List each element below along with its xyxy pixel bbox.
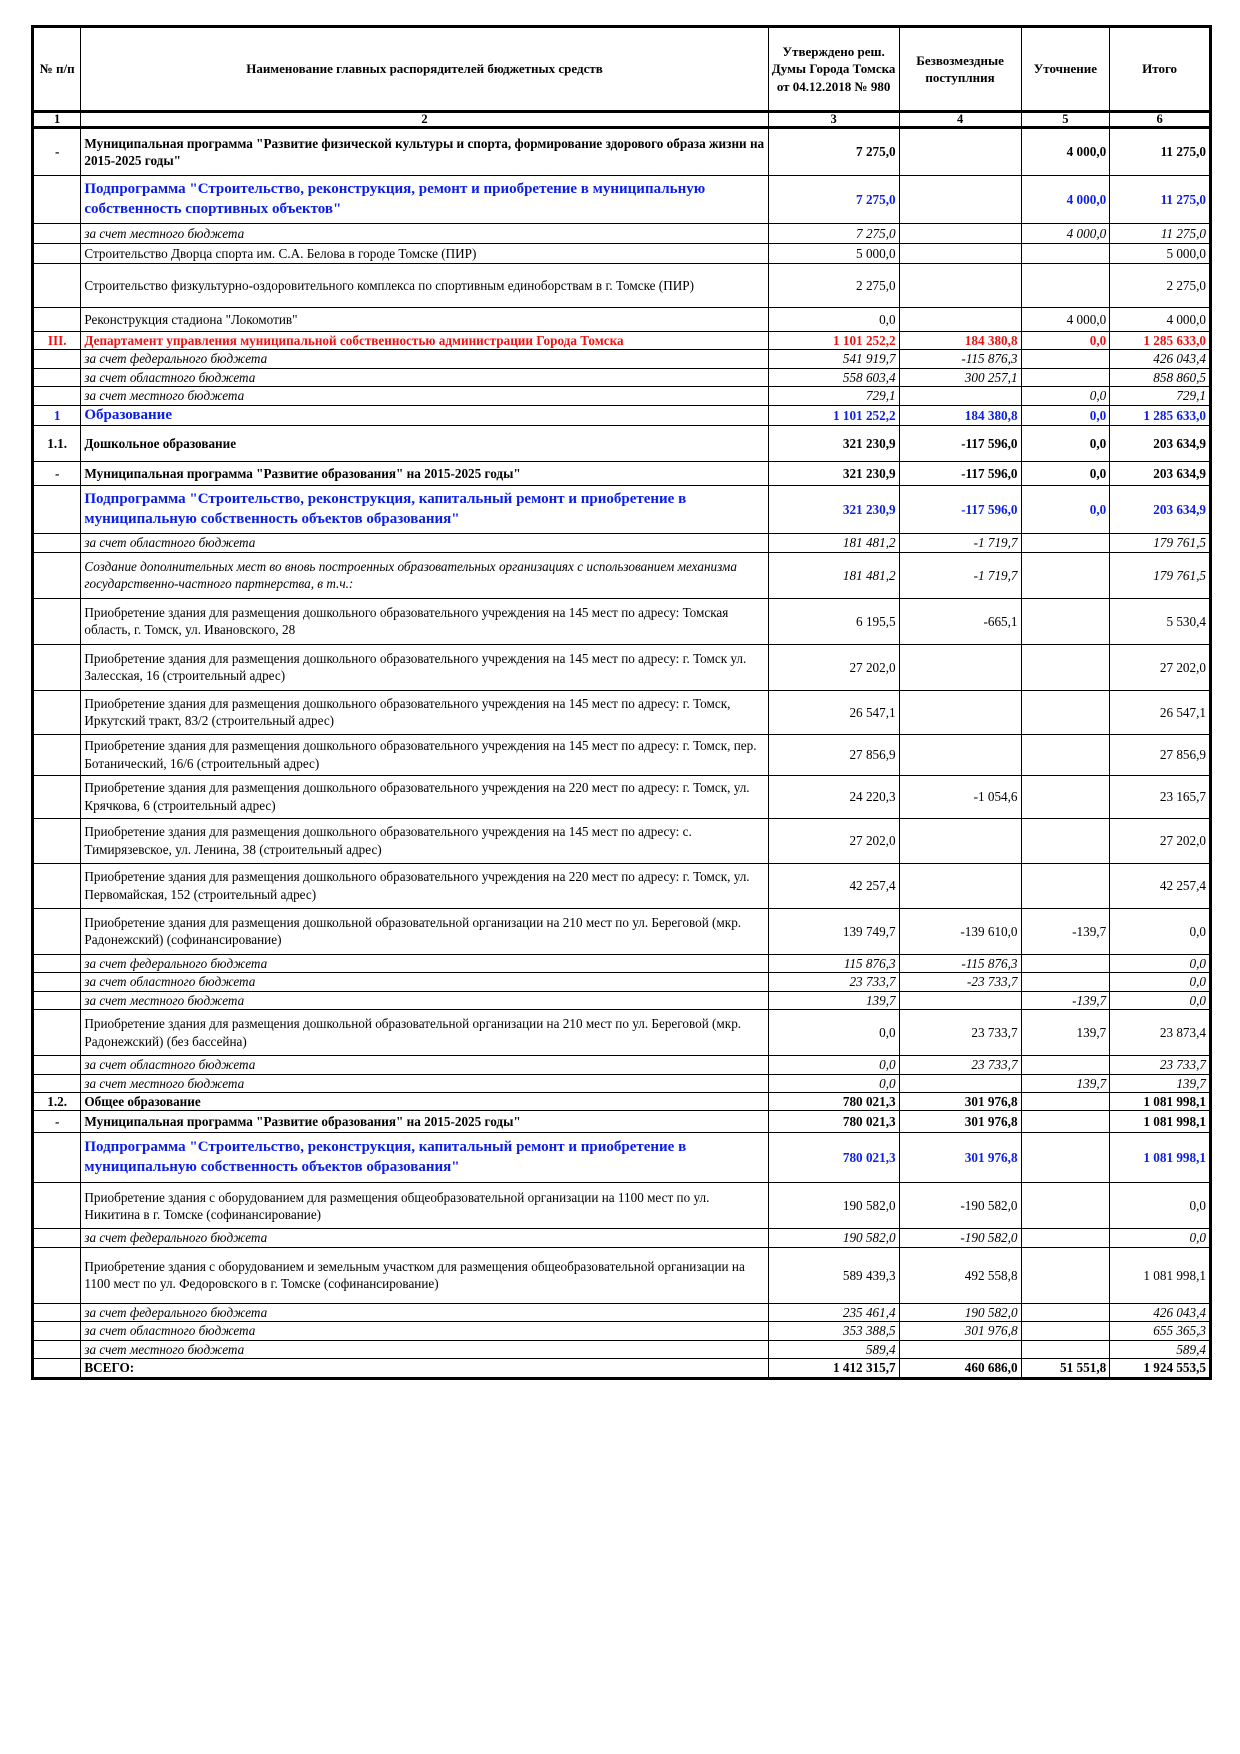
clarify-value: 139,7 — [1021, 1010, 1110, 1056]
total-value: 23 165,7 — [1110, 775, 1211, 818]
column-number: 2 — [81, 112, 768, 128]
approved-value: 27 202,0 — [768, 818, 899, 863]
grants-value: 301 976,8 — [899, 1093, 1021, 1111]
row-number: - — [33, 1111, 81, 1133]
clarify-value — [1021, 244, 1110, 264]
clarify-value: 51 551,8 — [1021, 1359, 1110, 1378]
row-name: Приобретение здания для размещения дошкольного образовательного учреждения на 145 мест по адресу: г. Томск, пер. Ботанический, 16/6 (строительный адрес) — [81, 734, 768, 775]
table-body — [33, 128, 1211, 1379]
total-value: 11 275,0 — [1110, 128, 1211, 176]
row-name: Муниципальная программа "Развитие физической культуры и спорта, формирование здорового образа жизни на 2015-2025 годы" — [81, 128, 768, 176]
clarify-value: -139,7 — [1021, 908, 1110, 954]
row-name: Приобретение здания для размещения дошкольной образовательной организации на 210 мест по ул. Береговой (мкр. Радонежский) (без бассейна) — [81, 1010, 768, 1056]
row-name: Приобретение здания с оборудованием для размещения общеобразовательной организации на 1100 мест по ул. Никитина в г. Томске (софинансирование) — [81, 1183, 768, 1229]
table-row — [33, 1093, 1211, 1111]
table-row — [33, 1322, 1211, 1340]
row-name: Приобретение здания для размещения дошкольной образовательной организации на 210 мест по ул. Береговой (мкр. Радонежский) (софинансирование) — [81, 908, 768, 954]
table-row — [33, 350, 1211, 368]
total-value: 1 081 998,1 — [1110, 1093, 1211, 1111]
table-row — [33, 462, 1211, 486]
total-value: 203 634,9 — [1110, 486, 1211, 534]
total-value: 729,1 — [1110, 387, 1211, 405]
approved-value: 558 603,4 — [768, 368, 899, 386]
row-name: за счет местного бюджета — [81, 1340, 768, 1358]
row-name: за счет местного бюджета — [81, 991, 768, 1009]
approved-value: 24 220,3 — [768, 775, 899, 818]
total-value: 0,0 — [1110, 1183, 1211, 1229]
row-name: Приобретение здания для размещения дошкольного образовательного учреждения на 145 мест по адресу: г. Томск ул. Залесская, 16 (строительный адрес) — [81, 644, 768, 690]
row-name: Приобретение здания для размещения дошкольного образовательного учреждения на 145 мест по адресу: Томская область, г. Томск, ул. Ивановского, 28 — [81, 598, 768, 644]
table-row — [33, 775, 1211, 818]
grants-value — [899, 734, 1021, 775]
row-number — [33, 734, 81, 775]
clarify-value: 0,0 — [1021, 405, 1110, 426]
approved-value: 1 101 252,2 — [768, 405, 899, 426]
total-value: 27 202,0 — [1110, 644, 1211, 690]
row-number — [33, 534, 81, 552]
clarify-value: 0,0 — [1021, 426, 1110, 462]
row-name: за счет местного бюджета — [81, 387, 768, 405]
table-row — [33, 264, 1211, 308]
clarify-value — [1021, 552, 1110, 598]
clarify-value — [1021, 1111, 1110, 1133]
total-value: 1 081 998,1 — [1110, 1133, 1211, 1183]
table-row — [33, 1074, 1211, 1092]
header-total: Итого — [1110, 27, 1211, 112]
row-number: III. — [33, 332, 81, 350]
approved-value: 0,0 — [768, 1074, 899, 1092]
row-number — [33, 1247, 81, 1303]
row-name: Приобретение здания для размещения дошкольного образовательного учреждения на 220 мест по адресу: г. Томск, ул. Первомайская, 152 (строительный адрес) — [81, 863, 768, 908]
row-name: Реконструкция стадиона "Локомотив" — [81, 308, 768, 332]
table-row — [33, 486, 1211, 534]
total-value: 27 202,0 — [1110, 818, 1211, 863]
clarify-value: 139,7 — [1021, 1074, 1110, 1092]
column-number: 6 — [1110, 112, 1211, 128]
clarify-value: 0,0 — [1021, 486, 1110, 534]
row-number — [33, 775, 81, 818]
clarify-value — [1021, 1229, 1110, 1247]
approved-value: 27 856,9 — [768, 734, 899, 775]
row-number: - — [33, 128, 81, 176]
approved-value: 23 733,7 — [768, 973, 899, 991]
total-value: 426 043,4 — [1110, 350, 1211, 368]
clarify-value: 0,0 — [1021, 462, 1110, 486]
grants-value — [899, 387, 1021, 405]
grants-value: -190 582,0 — [899, 1183, 1021, 1229]
row-name: за счет федерального бюджета — [81, 954, 768, 972]
approved-value: 190 582,0 — [768, 1229, 899, 1247]
approved-value: 235 461,4 — [768, 1303, 899, 1321]
table-row — [33, 908, 1211, 954]
column-number: 4 — [899, 112, 1021, 128]
total-value: 589,4 — [1110, 1340, 1211, 1358]
table-row — [33, 1133, 1211, 1183]
total-value: 203 634,9 — [1110, 426, 1211, 462]
table-row — [33, 176, 1211, 224]
table-row — [33, 1340, 1211, 1358]
clarify-value — [1021, 1340, 1110, 1358]
clarify-value — [1021, 598, 1110, 644]
table-row — [33, 818, 1211, 863]
approved-value: 7 275,0 — [768, 128, 899, 176]
grants-value — [899, 264, 1021, 308]
clarify-value — [1021, 534, 1110, 552]
grants-value — [899, 1074, 1021, 1092]
table-row — [33, 1183, 1211, 1229]
row-name: за счет федерального бюджета — [81, 1303, 768, 1321]
total-value: 1 924 553,5 — [1110, 1359, 1211, 1378]
row-name: за счет областного бюджета — [81, 368, 768, 386]
row-number — [33, 387, 81, 405]
clarify-value: 0,0 — [1021, 332, 1110, 350]
grants-value — [899, 644, 1021, 690]
row-name: ВСЕГО: — [81, 1359, 768, 1378]
total-value: 5 530,4 — [1110, 598, 1211, 644]
table-row — [33, 1229, 1211, 1247]
row-name: Приобретение здания с оборудованием и земельным участком для размещения общеобразовательной организации на 1100 мест по ул. Федоровского в г. Томске (софинансирование) — [81, 1247, 768, 1303]
row-name: за счет областного бюджета — [81, 1322, 768, 1340]
grants-value: -1 719,7 — [899, 534, 1021, 552]
row-name: Создание дополнительных мест во вновь построенных образовательных организациях с использованием механизма государственно-частного партнерства, в т.ч.: — [81, 552, 768, 598]
row-number — [33, 264, 81, 308]
total-value: 0,0 — [1110, 1229, 1211, 1247]
row-number — [33, 1303, 81, 1321]
total-value: 139,7 — [1110, 1074, 1211, 1092]
column-number: 5 — [1021, 112, 1110, 128]
grants-value: 184 380,8 — [899, 332, 1021, 350]
row-number — [33, 1183, 81, 1229]
approved-value: 181 481,2 — [768, 552, 899, 598]
grants-value: -190 582,0 — [899, 1229, 1021, 1247]
clarify-value — [1021, 818, 1110, 863]
clarify-value — [1021, 973, 1110, 991]
column-number: 1 — [33, 112, 81, 128]
table-row — [33, 973, 1211, 991]
table-row — [33, 534, 1211, 552]
column-number: 3 — [768, 112, 899, 128]
total-value: 1 081 998,1 — [1110, 1247, 1211, 1303]
grants-value: 23 733,7 — [899, 1056, 1021, 1074]
grants-value: -117 596,0 — [899, 486, 1021, 534]
grants-value — [899, 991, 1021, 1009]
grants-value — [899, 1340, 1021, 1358]
approved-value: 321 230,9 — [768, 426, 899, 462]
table-row — [33, 332, 1211, 350]
approved-value: 7 275,0 — [768, 224, 899, 244]
clarify-value: 4 000,0 — [1021, 308, 1110, 332]
clarify-value: 4 000,0 — [1021, 176, 1110, 224]
row-name: за счет областного бюджета — [81, 973, 768, 991]
row-number — [33, 1322, 81, 1340]
total-value: 27 856,9 — [1110, 734, 1211, 775]
clarify-value — [1021, 1322, 1110, 1340]
row-name: Подпрограмма "Строительство, реконструкция, ремонт и приобретение в муниципальную собственность спортивных объектов" — [81, 176, 768, 224]
row-number — [33, 1010, 81, 1056]
total-value: 203 634,9 — [1110, 462, 1211, 486]
grants-value — [899, 244, 1021, 264]
row-name: Строительство Дворца спорта им. С.А. Белова в городе Томске (ПИР) — [81, 244, 768, 264]
total-value: 11 275,0 — [1110, 224, 1211, 244]
row-number — [33, 1359, 81, 1378]
grants-value: 460 686,0 — [899, 1359, 1021, 1378]
clarify-value — [1021, 350, 1110, 368]
row-name: Общее образование — [81, 1093, 768, 1111]
grants-value: 301 976,8 — [899, 1322, 1021, 1340]
grants-value: 300 257,1 — [899, 368, 1021, 386]
row-name: за счет областного бюджета — [81, 534, 768, 552]
grants-value: 492 558,8 — [899, 1247, 1021, 1303]
approved-value: 589,4 — [768, 1340, 899, 1358]
approved-value: 27 202,0 — [768, 644, 899, 690]
grants-value: -23 733,7 — [899, 973, 1021, 991]
row-number — [33, 644, 81, 690]
clarify-value — [1021, 1183, 1110, 1229]
table-row — [33, 128, 1211, 176]
total-value: 42 257,4 — [1110, 863, 1211, 908]
clarify-value: 4 000,0 — [1021, 128, 1110, 176]
header-approved: Утверждено реш. Думы Города Томска от 04.12.2018 № 980 — [768, 27, 899, 112]
row-name: за счет федерального бюджета — [81, 350, 768, 368]
table-row — [33, 644, 1211, 690]
row-number — [33, 954, 81, 972]
row-number — [33, 1340, 81, 1358]
clarify-value — [1021, 1056, 1110, 1074]
total-value: 5 000,0 — [1110, 244, 1211, 264]
row-number — [33, 863, 81, 908]
approved-value: 0,0 — [768, 1010, 899, 1056]
total-value: 426 043,4 — [1110, 1303, 1211, 1321]
row-number: 1 — [33, 405, 81, 426]
grants-value — [899, 176, 1021, 224]
row-number — [33, 368, 81, 386]
column-number-row — [33, 112, 1211, 128]
approved-value: 353 388,5 — [768, 1322, 899, 1340]
row-number — [33, 350, 81, 368]
approved-value: 541 919,7 — [768, 350, 899, 368]
table-row — [33, 598, 1211, 644]
approved-value: 190 582,0 — [768, 1183, 899, 1229]
row-number — [33, 552, 81, 598]
header-name: Наименование главных распорядителей бюджетных средств — [81, 27, 768, 112]
total-value: 2 275,0 — [1110, 264, 1211, 308]
approved-value: 780 021,3 — [768, 1133, 899, 1183]
approved-value: 729,1 — [768, 387, 899, 405]
table-row — [33, 308, 1211, 332]
row-number — [33, 991, 81, 1009]
total-value: 4 000,0 — [1110, 308, 1211, 332]
row-number: 1.1. — [33, 426, 81, 462]
grants-value: -115 876,3 — [899, 954, 1021, 972]
grants-value: 301 976,8 — [899, 1111, 1021, 1133]
row-name: Приобретение здания для размещения дошкольного образовательного учреждения на 145 мест по адресу: с. Тимирязевское, ул. Ленина, 38 (строительный адрес) — [81, 818, 768, 863]
row-number — [33, 598, 81, 644]
row-name: Приобретение здания для размещения дошкольного образовательного учреждения на 145 мест по адресу: г. Томск, Иркутский тракт, 83/2 (строительный адрес) — [81, 690, 768, 734]
header-no: № п/п — [33, 27, 81, 112]
approved-value: 5 000,0 — [768, 244, 899, 264]
row-name: за счет федерального бюджета — [81, 1229, 768, 1247]
table-row — [33, 734, 1211, 775]
row-name: за счет областного бюджета — [81, 1056, 768, 1074]
row-number: - — [33, 462, 81, 486]
row-name: Дошкольное образование — [81, 426, 768, 462]
clarify-value: -139,7 — [1021, 991, 1110, 1009]
row-name: Подпрограмма "Строительство, реконструкция, капитальный ремонт и приобретение в муниципальную собственность объектов образования" — [81, 486, 768, 534]
clarify-value — [1021, 954, 1110, 972]
table-row — [33, 1111, 1211, 1133]
total-value: 1 285 633,0 — [1110, 332, 1211, 350]
grants-value — [899, 863, 1021, 908]
row-number: 1.2. — [33, 1093, 81, 1111]
row-number — [33, 973, 81, 991]
table-row — [33, 1303, 1211, 1321]
clarify-value — [1021, 1247, 1110, 1303]
total-value: 179 761,5 — [1110, 552, 1211, 598]
approved-value: 139 749,7 — [768, 908, 899, 954]
row-name: Строительство физкультурно-оздоровительного комплекса по спортивным единоборствам в г. Томске (ПИР) — [81, 264, 768, 308]
table-row — [33, 1247, 1211, 1303]
total-value: 0,0 — [1110, 973, 1211, 991]
table-row — [33, 426, 1211, 462]
table-row — [33, 387, 1211, 405]
header-clarify: Уточнение — [1021, 27, 1110, 112]
row-name: за счет местного бюджета — [81, 224, 768, 244]
row-name: Подпрограмма "Строительство, реконструкция, капитальный ремонт и приобретение в муниципальную собственность объектов образования" — [81, 1133, 768, 1183]
approved-value: 7 275,0 — [768, 176, 899, 224]
clarify-value — [1021, 690, 1110, 734]
row-name: Муниципальная программа "Развитие образования" на 2015-2025 годы" — [81, 462, 768, 486]
approved-value: 780 021,3 — [768, 1093, 899, 1111]
total-value: 0,0 — [1110, 908, 1211, 954]
total-value: 858 860,5 — [1110, 368, 1211, 386]
table-row — [33, 368, 1211, 386]
grants-value: -665,1 — [899, 598, 1021, 644]
total-value: 1 081 998,1 — [1110, 1111, 1211, 1133]
grants-value: 190 582,0 — [899, 1303, 1021, 1321]
approved-value: 6 195,5 — [768, 598, 899, 644]
clarify-value — [1021, 1303, 1110, 1321]
clarify-value — [1021, 644, 1110, 690]
row-number — [33, 308, 81, 332]
row-number — [33, 908, 81, 954]
header-grants: Безвозмездные поступлния — [899, 27, 1021, 112]
grants-value: -117 596,0 — [899, 462, 1021, 486]
total-value: 23 733,7 — [1110, 1056, 1211, 1074]
clarify-value — [1021, 1133, 1110, 1183]
total-value: 179 761,5 — [1110, 534, 1211, 552]
row-number — [33, 818, 81, 863]
row-number — [33, 486, 81, 534]
approved-value: 0,0 — [768, 1056, 899, 1074]
approved-value: 780 021,3 — [768, 1111, 899, 1133]
approved-value: 1 412 315,7 — [768, 1359, 899, 1378]
grants-value — [899, 128, 1021, 176]
table-row — [33, 244, 1211, 264]
row-name: Муниципальная программа "Развитие образования" на 2015-2025 годы" — [81, 1111, 768, 1133]
row-name: Приобретение здания для размещения дошкольного образовательного учреждения на 220 мест по адресу: г. Томск, ул. Крячкова, 6 (строительный адрес) — [81, 775, 768, 818]
total-value: 1 285 633,0 — [1110, 405, 1211, 426]
approved-value: 321 230,9 — [768, 486, 899, 534]
clarify-value: 0,0 — [1021, 387, 1110, 405]
row-name: за счет местного бюджета — [81, 1074, 768, 1092]
header-row — [33, 27, 1211, 112]
row-number — [33, 176, 81, 224]
approved-value: 0,0 — [768, 308, 899, 332]
row-number — [33, 244, 81, 264]
grants-value: -139 610,0 — [899, 908, 1021, 954]
row-number — [33, 1229, 81, 1247]
total-value: 655 365,3 — [1110, 1322, 1211, 1340]
row-number — [33, 1074, 81, 1092]
table-row — [33, 552, 1211, 598]
grants-value — [899, 224, 1021, 244]
clarify-value — [1021, 863, 1110, 908]
total-value: 0,0 — [1110, 954, 1211, 972]
budget-table — [31, 25, 1212, 1380]
grants-value: 301 976,8 — [899, 1133, 1021, 1183]
table-row — [33, 224, 1211, 244]
grants-value: -1 719,7 — [899, 552, 1021, 598]
table-row — [33, 991, 1211, 1009]
table-row — [33, 690, 1211, 734]
approved-value: 26 547,1 — [768, 690, 899, 734]
clarify-value: 4 000,0 — [1021, 224, 1110, 244]
grants-value: 184 380,8 — [899, 405, 1021, 426]
clarify-value — [1021, 734, 1110, 775]
table-row — [33, 863, 1211, 908]
approved-value: 115 876,3 — [768, 954, 899, 972]
grants-value: -115 876,3 — [899, 350, 1021, 368]
table-row — [33, 1010, 1211, 1056]
approved-value: 181 481,2 — [768, 534, 899, 552]
row-name: Департамент управления муниципальной собственностью администрации Города Томска — [81, 332, 768, 350]
table-row — [33, 954, 1211, 972]
grants-value: -117 596,0 — [899, 426, 1021, 462]
table-row — [33, 405, 1211, 426]
grants-value: 23 733,7 — [899, 1010, 1021, 1056]
clarify-value — [1021, 1093, 1110, 1111]
approved-value: 42 257,4 — [768, 863, 899, 908]
row-number — [33, 1133, 81, 1183]
row-number — [33, 1056, 81, 1074]
approved-value: 2 275,0 — [768, 264, 899, 308]
total-value: 11 275,0 — [1110, 176, 1211, 224]
row-name: Образование — [81, 405, 768, 426]
clarify-value — [1021, 264, 1110, 308]
clarify-value — [1021, 368, 1110, 386]
approved-value: 589 439,3 — [768, 1247, 899, 1303]
clarify-value — [1021, 775, 1110, 818]
approved-value: 321 230,9 — [768, 462, 899, 486]
approved-value: 1 101 252,2 — [768, 332, 899, 350]
table-row — [33, 1056, 1211, 1074]
row-number — [33, 224, 81, 244]
total-value: 26 547,1 — [1110, 690, 1211, 734]
grants-value — [899, 690, 1021, 734]
row-number — [33, 690, 81, 734]
grants-value: -1 054,6 — [899, 775, 1021, 818]
grants-value — [899, 818, 1021, 863]
total-value: 23 873,4 — [1110, 1010, 1211, 1056]
grants-value — [899, 308, 1021, 332]
table-row — [33, 1359, 1211, 1378]
approved-value: 139,7 — [768, 991, 899, 1009]
total-value: 0,0 — [1110, 991, 1211, 1009]
